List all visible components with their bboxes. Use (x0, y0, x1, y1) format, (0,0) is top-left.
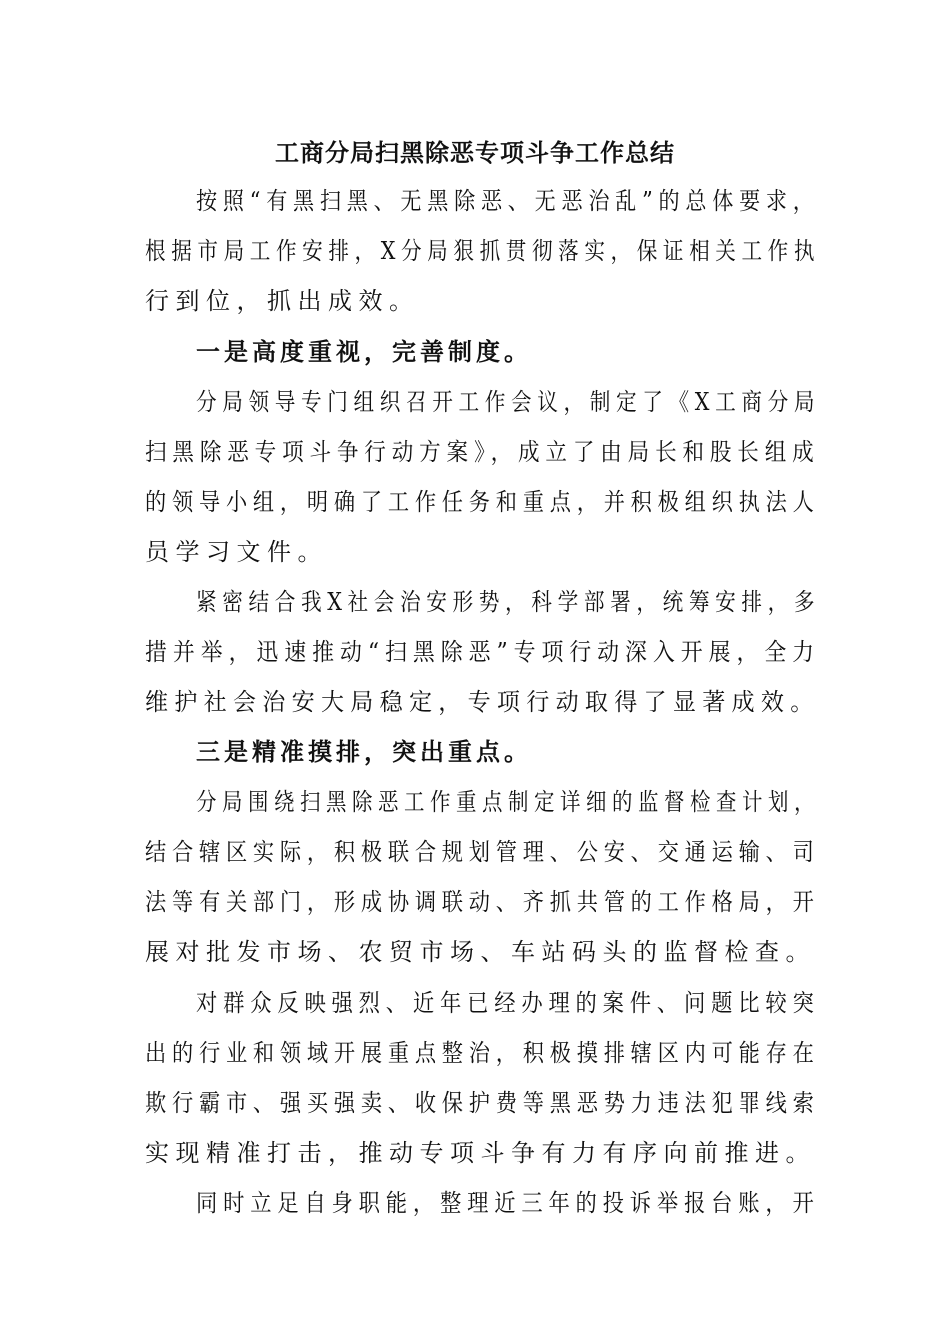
paragraph-line: 的领导小组，明确了工作任务和重点，并积极组织执法人 (145, 488, 820, 516)
paragraph-line: 出的行业和领域开展重点整治，积极摸排辖区内可能存在 (145, 1039, 820, 1067)
paragraph-line: 对群众反映强烈、近年已经办理的案件、问题比较突 (196, 989, 820, 1017)
paragraph-line: 扫黑除恶专项斗争行动方案》，成立了由局长和股长组成 (145, 438, 820, 466)
paragraph-line: 行到位，抓出成效。 (145, 287, 420, 315)
paragraph-line: 实现精准打击，推动专项斗争有力有序向前推进。 (145, 1139, 816, 1167)
paragraph-line: 法等有关部门，形成协调联动、齐抓共管的工作格局，开 (145, 888, 820, 916)
paragraph-line: 欺行霸市、强买强卖、收保护费等黑恶势力违法犯罪线索 (145, 1089, 820, 1117)
paragraph-line: 结合辖区实际，积极联合规划管理、公安、交通运输、司 (145, 838, 820, 866)
paragraph-line: 分局围绕扫黑除恶工作重点制定详细的监督检查计划， (196, 788, 820, 816)
paragraph-line: 同时立足自身职能，整理近三年的投诉举报台账，开 (196, 1189, 820, 1217)
paragraph-line: 根据市局工作安排，X分局狠抓贯彻落实，保证相关工作执 (145, 237, 821, 265)
paragraph-line: 维护社会治安大局稳定，专项行动取得了显著成效。 (145, 688, 820, 716)
paragraph-line: 展对批发市场、农贸市场、车站码头的监督检查。 (145, 938, 816, 966)
paragraph-line: 措并举，迅速推动“扫黑除恶”专项行动深入开展，全力 (145, 638, 821, 666)
paragraph-line: 按照“有黑扫黑、无黑除恶、无恶治乱”的总体要求， (196, 187, 820, 215)
document-title: 工商分局扫黑除恶专项斗争工作总结 (275, 138, 675, 167)
paragraph-line: 分局领导专门组织召开工作会议，制定了《X工商分局 (196, 388, 821, 416)
paragraph-line: 紧密结合我X社会治安形势，科学部署，统筹安排，多 (196, 588, 821, 616)
paragraph-line: 员学习文件。 (145, 538, 328, 566)
section-heading: 一是高度重视，完善制度。 (196, 337, 532, 366)
section-heading: 三是精准摸排，突出重点。 (196, 737, 532, 766)
